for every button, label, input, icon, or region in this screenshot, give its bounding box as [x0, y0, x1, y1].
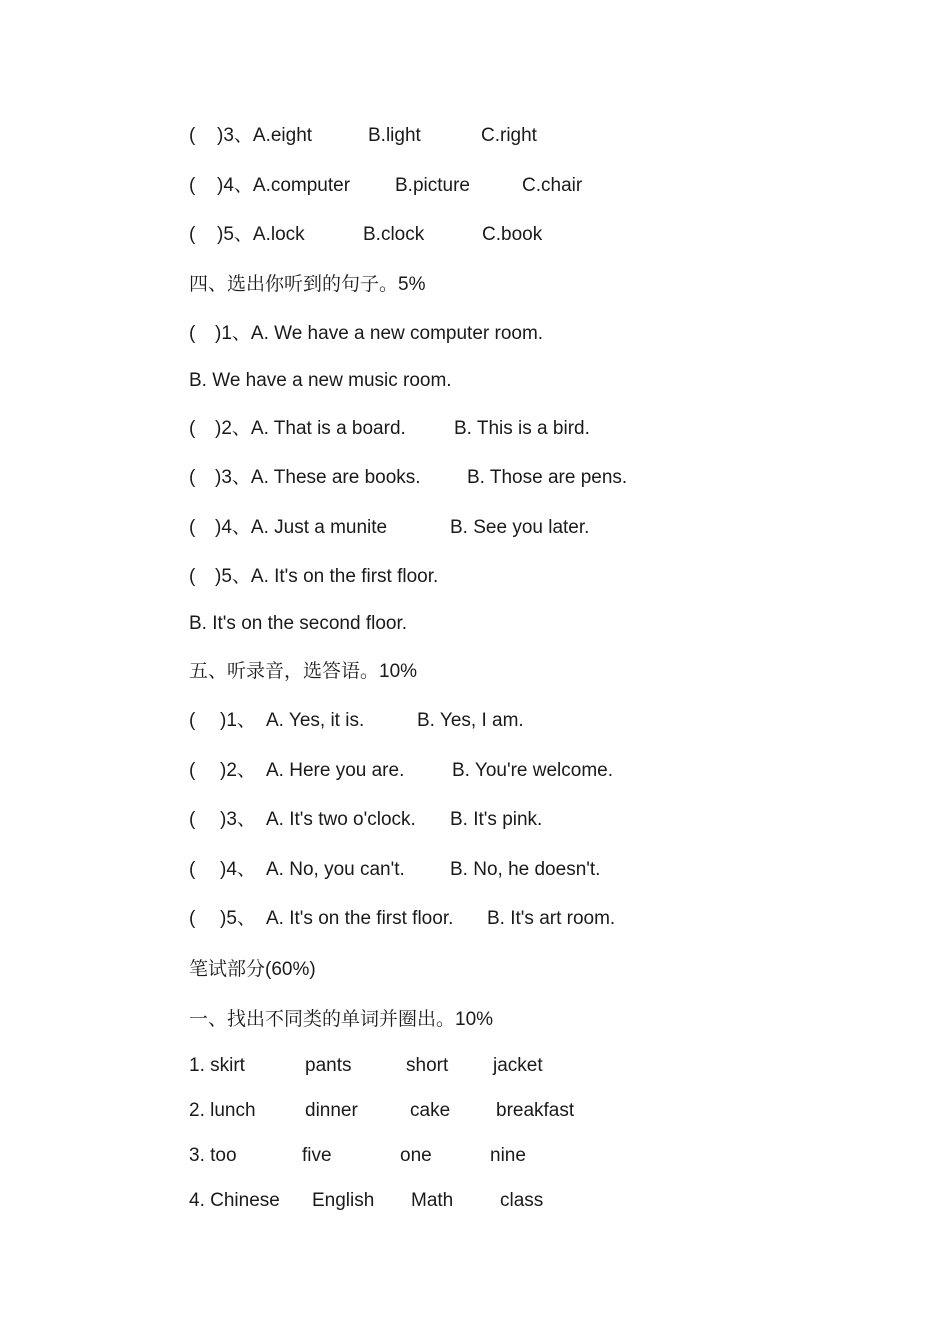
option-b: B. It's on the second floor. [189, 613, 408, 634]
section-percent: 10% [379, 661, 418, 682]
option-b: B. You're welcome. [452, 760, 613, 781]
item-number: )1、 [220, 710, 256, 731]
item-number: )2、 [220, 760, 256, 781]
answer-blank-open: ( [189, 859, 196, 880]
part-heading [189, 955, 316, 983]
option-b: B. No, he doesn't. [450, 859, 601, 880]
option-a: )3、A.eight [217, 125, 313, 146]
section-title: 一、找出不同类的单词并圈出。 [189, 1008, 456, 1030]
section-percent: 5% [398, 274, 426, 295]
answer-blank-open: ( [189, 710, 196, 731]
option-b: B.light [368, 125, 421, 146]
option-b: B. It's pink. [450, 809, 543, 830]
option-b: B. See you later. [450, 517, 590, 538]
answer-blank-open: ( [189, 760, 196, 781]
part-title: 笔试部分 [189, 958, 266, 980]
word-cell: 3. too [189, 1145, 237, 1166]
word-cell: one [400, 1145, 432, 1166]
option-a: A. It's two o'clock. [266, 809, 416, 830]
word-cell: nine [490, 1145, 526, 1166]
option-b: B.picture [395, 175, 470, 196]
section-title: 五、听录音，选答语。 [189, 660, 380, 682]
section-heading [189, 1005, 493, 1033]
answer-blank-open: ( [189, 323, 196, 344]
option-a: )2、A. That is a board. [215, 418, 406, 439]
answer-blank-open: ( [189, 809, 196, 830]
answer-blank-open: ( [189, 908, 196, 929]
option-b: B. We have a new music room. [189, 370, 452, 391]
section-percent: 10% [455, 1009, 494, 1030]
option-a: )5、A.lock [217, 224, 305, 245]
section-title: 四、选出你听到的句子。 [189, 273, 399, 295]
part-percent: (60%) [265, 959, 316, 980]
option-a: )4、A. Just a munite [215, 517, 388, 538]
word-cell: 1. skirt [189, 1055, 245, 1076]
answer-blank-open: ( [189, 467, 196, 488]
option-a: )5、A. It's on the first floor. [215, 566, 439, 587]
option-a: A. No, you can't. [266, 859, 405, 880]
option-c: C.book [482, 224, 543, 245]
word-cell: pants [305, 1055, 352, 1076]
option-a: )3、A. These are books. [215, 467, 421, 488]
option-b: B. Those are pens. [467, 467, 628, 488]
option-a: )4、A.computer [217, 175, 351, 196]
option-a: A. Yes, it is. [266, 710, 365, 731]
word-cell: class [500, 1190, 544, 1211]
option-a: )1、A. We have a new computer room. [215, 323, 544, 344]
answer-blank-open: ( [189, 517, 196, 538]
option-b: B. Yes, I am. [417, 710, 524, 731]
option-a: A. Here you are. [266, 760, 405, 781]
section-heading [189, 657, 417, 685]
option-b: B.clock [363, 224, 425, 245]
word-cell: five [302, 1145, 332, 1166]
word-cell: jacket [493, 1055, 543, 1076]
answer-blank-open: ( [189, 125, 196, 146]
option-b: B. It's art room. [487, 908, 616, 929]
word-cell: breakfast [496, 1100, 575, 1121]
section-heading [189, 270, 425, 298]
option-c: C.right [481, 125, 537, 146]
option-c: C.chair [522, 175, 583, 196]
word-cell: 2. lunch [189, 1100, 256, 1121]
answer-blank-open: ( [189, 566, 196, 587]
word-cell: short [406, 1055, 449, 1076]
answer-blank-open: ( [189, 418, 196, 439]
item-number: )5、 [220, 908, 256, 929]
answer-blank-open: ( [189, 175, 196, 196]
option-b: B. This is a bird. [454, 418, 590, 439]
option-a: A. It's on the first floor. [266, 908, 454, 929]
word-cell: dinner [305, 1100, 358, 1121]
item-number: )3、 [220, 809, 256, 830]
word-cell: English [312, 1190, 375, 1211]
word-cell: cake [410, 1100, 451, 1121]
item-number: )4、 [220, 859, 256, 880]
word-cell: 4. Chinese [189, 1190, 280, 1211]
answer-blank-open: ( [189, 224, 196, 245]
word-cell: Math [411, 1190, 454, 1211]
